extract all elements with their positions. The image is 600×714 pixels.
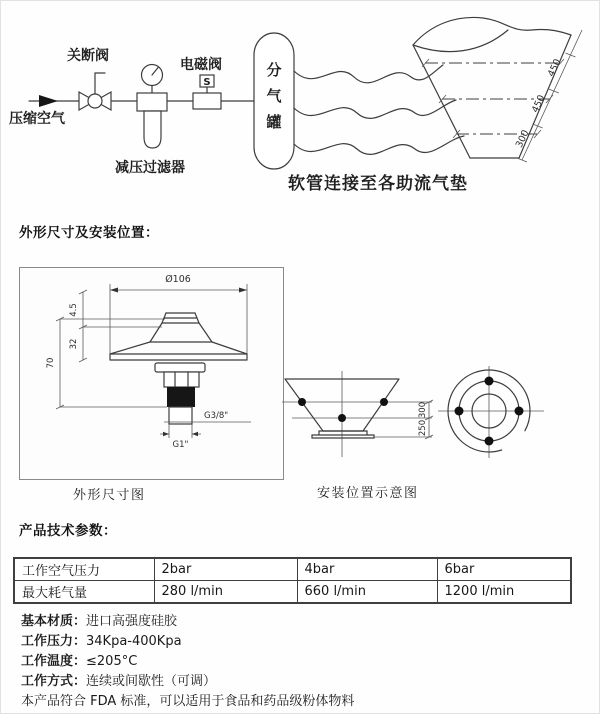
cushion-dot xyxy=(455,407,464,416)
params-section-heading: 产品技术参数： xyxy=(19,523,117,539)
regulator-filter-symbol xyxy=(137,65,167,149)
caption-dimension-drawing: 外形尺寸图 xyxy=(73,488,146,503)
hopper-dim-label-top: 450 xyxy=(545,57,564,79)
outline-section-heading: 外形尺寸及安装位置： xyxy=(19,225,159,241)
spec-label: 基本材质： xyxy=(21,614,87,629)
hopper-dimension-line xyxy=(514,30,582,162)
hose-note-label: 软管连接至各助流气垫 xyxy=(288,174,468,194)
solenoid-valve-label: 电磁阀 xyxy=(180,57,222,73)
regulator-filter-label: 减压过滤器 xyxy=(115,160,185,176)
cushion-dot xyxy=(298,398,306,406)
spec-value: 进口高强度硅胶 xyxy=(86,614,178,629)
inlet-pipe xyxy=(29,95,79,107)
compressed-air-label: 压缩空气 xyxy=(9,111,65,127)
cushion-side-thread-label: G3/8" xyxy=(204,411,229,421)
solenoid-letter: S xyxy=(203,77,211,88)
air-tank-symbol xyxy=(254,33,294,169)
caption-install-diagram: 安装位置示意图 xyxy=(317,486,419,501)
spec-line-material xyxy=(21,612,354,632)
param-value-cell: 1200 l/min xyxy=(437,581,571,604)
shutoff-valve-symbol xyxy=(79,73,111,110)
flow-arrow-icon xyxy=(39,95,58,107)
table-row xyxy=(14,558,571,581)
cushion-dimension-drawing xyxy=(20,268,283,479)
install-dim-upper-label: 300 xyxy=(418,401,428,419)
pneumatic-flow-diagram xyxy=(1,9,600,214)
spec-list xyxy=(21,612,354,712)
cushion-total-height-label: 70 xyxy=(46,357,56,369)
install-dim-lower-label: 250 xyxy=(418,419,428,437)
spec-label: 工作温度： xyxy=(21,654,87,669)
spec-value: ≤205°C xyxy=(86,654,138,669)
install-top-view xyxy=(438,363,550,461)
spec-line-temperature xyxy=(21,652,354,672)
spec-value: 连续或间歇性（可调） xyxy=(86,674,217,689)
hose-paths xyxy=(294,65,464,154)
cushion-cap-height-label: 4.5 xyxy=(69,303,79,317)
spec-line-mode xyxy=(21,672,354,692)
cushion-dot xyxy=(338,414,346,422)
shutoff-valve-label: 关断阀 xyxy=(67,48,109,64)
air-tank-label-char3: 罐 xyxy=(266,113,282,131)
param-value-cell: 660 l/min xyxy=(297,581,437,604)
param-value-cell: 2bar xyxy=(154,558,297,581)
cushion-dot xyxy=(380,398,388,406)
cushion-dot xyxy=(515,407,524,416)
cushion-diameter-label: Ø106 xyxy=(165,274,191,285)
table-row xyxy=(14,581,571,604)
spec-line-pressure xyxy=(21,632,354,652)
param-label-cell: 工作空气压力 xyxy=(14,558,154,581)
spec-label: 工作方式： xyxy=(21,674,87,689)
cushion-dot xyxy=(485,377,494,386)
air-tank-label-char2: 气 xyxy=(266,87,282,105)
air-tank-label-char1: 分 xyxy=(266,61,282,79)
install-side-view xyxy=(282,371,452,471)
hopper-dim-label-middle: 450 xyxy=(529,93,548,115)
param-value-cell: 4bar xyxy=(297,558,437,581)
cushion-bottom-thread-label: G1" xyxy=(172,440,189,450)
param-value-cell: 280 l/min xyxy=(154,581,297,604)
hopper-dim-label-bottom: 300 xyxy=(513,128,532,150)
cushion-cone-height-label: 32 xyxy=(69,338,79,350)
solenoid-valve-symbol xyxy=(193,75,221,109)
spec-value: 34Kpa-400Kpa xyxy=(86,634,182,649)
param-value-cell: 6bar xyxy=(437,558,571,581)
threaded-stub xyxy=(167,387,195,407)
spec-footnote: 本产品符合 FDA 标准，可以适用于食品和药品级粉体物料 xyxy=(21,694,355,709)
cushion-drawing-frame xyxy=(19,267,284,480)
hopper-outline xyxy=(413,17,582,162)
param-label-cell: 最大耗气量 xyxy=(14,581,154,604)
spec-label: 工作压力： xyxy=(21,634,87,649)
cushion-dot xyxy=(485,437,494,446)
parameters-table xyxy=(13,557,572,604)
